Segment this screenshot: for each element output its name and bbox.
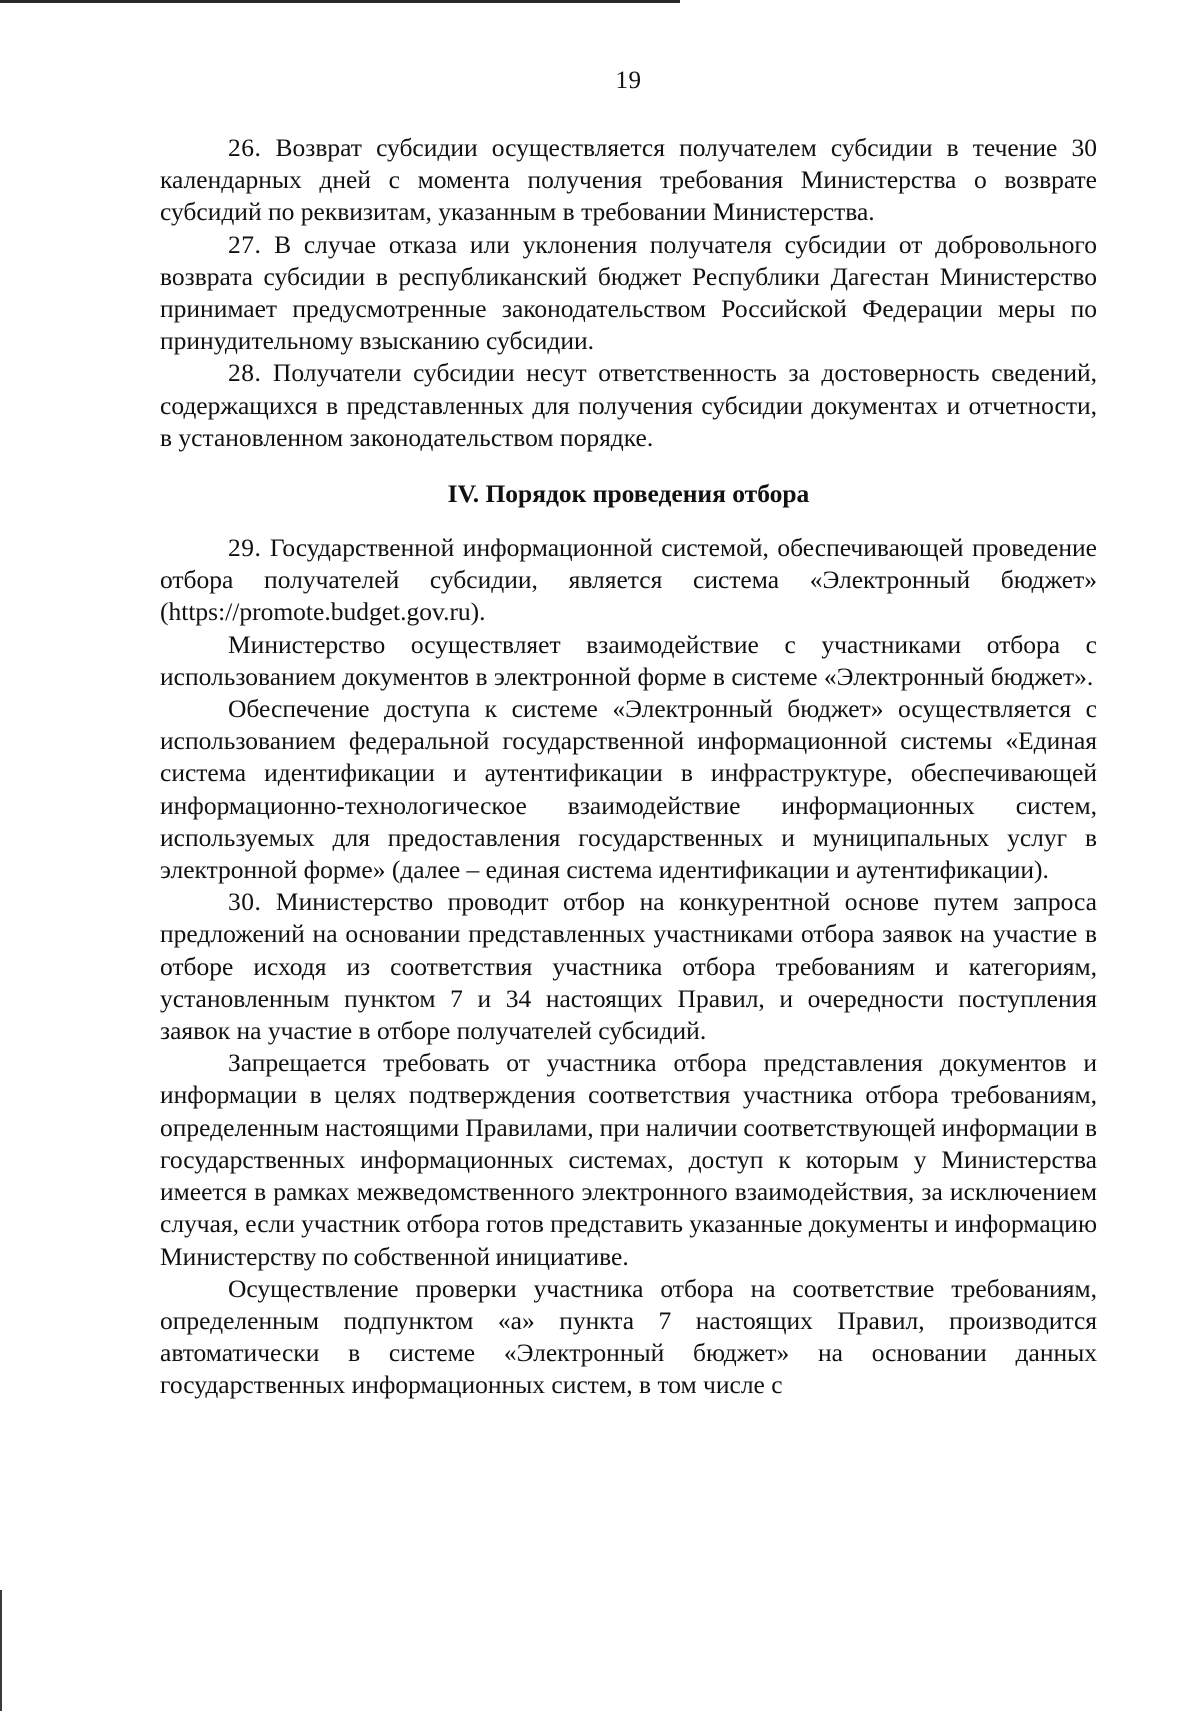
paragraph-number: 28. [228, 358, 262, 388]
paragraph-number: 30. [228, 887, 262, 917]
paragraph-27 [160, 229, 1097, 358]
paragraph-text: Получатели субсидии несут ответственность за достоверность сведений, содержащихся в представленных для получения субсидии документах и отчетности, в установленном законодательством порядке. [160, 358, 1097, 452]
paragraph-29-access [160, 693, 1097, 886]
paragraph-29-interaction [160, 629, 1097, 693]
paragraph-29 [160, 532, 1097, 629]
paragraph-26 [160, 132, 1097, 229]
paragraph-number: 26. [228, 133, 262, 162]
paragraph-30 [160, 886, 1097, 1047]
section-heading: IV. Порядок проведения отбора [447, 479, 810, 509]
paragraph-30-verification [160, 1273, 1097, 1402]
document-page [160, 66, 1097, 1402]
paragraph-text: Министерство осуществляет взаимодействие с участниками отбора с использованием документов в электронной форме в системе «Электронный бюджет». [160, 629, 1097, 691]
paragraph-text: Государственной информационной системой, обеспечивающей проведение отбора получателей субсидии, является система «Электронный бюджет» (https://promote.budget.gov.ru). [160, 533, 1097, 627]
scan-border-top [0, 0, 680, 3]
paragraph-number: 27. [228, 229, 262, 259]
paragraph-30-prohibition [160, 1047, 1097, 1272]
paragraph-text: Запрещается требовать от участника отбора представления документов и информации в целях подтверждения соответствия участника отбора требованиям, определенным настоящими Правилами, при наличии соответствующей информации в государственных информационных системах, доступ к которым у Министерства имеется в рамках межведомственного электронного взаимодействия, за исключением случая, если участник отбора готов представить указанные документы и информацию Министерству по собственной инициативе. [160, 1048, 1097, 1271]
paragraph-number: 29. [228, 533, 262, 563]
page-number: 19 [615, 67, 642, 94]
paragraph-text: Возврат субсидии осуществляется получателем субсидии в течение 30 календарных дней с момента получения требования Министерства о возврате субсидий по реквизитам, указанным в требовании Министерства. [160, 133, 1097, 227]
paragraph-text: Министерство проводит отбор на конкурентной основе путем запроса предложений на основании представленных участниками отбора заявок на участие в отборе исходя из соответствия участника отбора требованиям и категориям, установленным пунктом 7 и 34 настоящих Правил, и очередности поступления заявок на участие в отборе получателей субсидий. [160, 887, 1097, 1046]
paragraph-text: В случае отказа или уклонения получателя субсидии от добровольного возврата субсидии в республиканский бюджет Республики Дагестан Министерство принимает предусмотренные законодательством Российской Федерации меры по принудительному взысканию субсидии. [160, 229, 1097, 356]
scan-border-left [0, 1590, 2, 1711]
paragraph-text: Обеспечение доступа к системе «Электронный бюджет» осуществляется с использованием федеральной государственной информационной системы «Единая система идентификации и аутентификации в инфраструктуре, обеспечивающей информационно-технологическое взаимодействие информационных систем, используемых для предоставления государственных и муниципальных услуг в электронной форме» (далее – единая система идентификации и аутентификации). [160, 694, 1097, 885]
paragraph-28 [160, 357, 1097, 454]
paragraph-text: Осуществление проверки участника отбора на соответствие требованиям, определенным подпунктом «а» пункта 7 настоящих Правил, производится автоматически в системе «Электронный бюджет» на основании данных государственных информационных систем, в том числе с [160, 1273, 1097, 1400]
